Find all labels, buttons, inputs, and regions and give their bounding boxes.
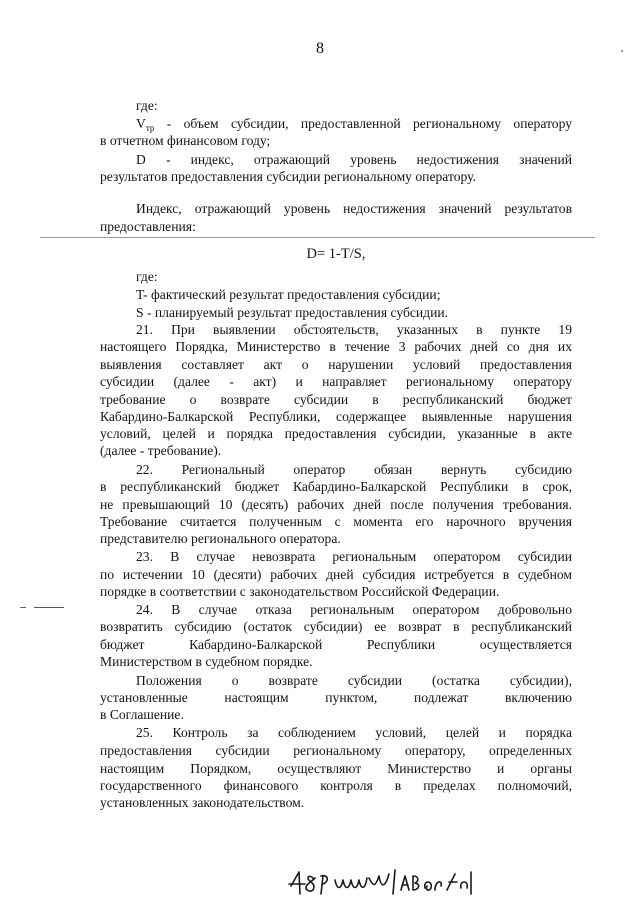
clause-23-line-2: по истечении 10 (десяти) рабочих дней субсидия истребуется в судебном (100, 567, 572, 582)
clause-25-line-4: государственного финансового контроля в пределах полномочий, (100, 778, 572, 793)
t-definition: T- фактический результат предоставления субсидии; (136, 287, 441, 302)
clause-21-line-5: требование о возврате субсидии в республиканский бюджет (100, 392, 572, 407)
clause-25-line-2: предоставления субсидии региональному оператору, определенных (100, 743, 572, 758)
clause-25-line-3: настоящим Порядком, осуществляют Министерство и органы (100, 761, 572, 776)
clause-22-line-2: в республиканский бюджет Кабардино-Балкарской Республики в срок, (100, 479, 572, 494)
clause-24-line-2: возвратить субсидию (остаток субсидии) ее возврат в республиканский (100, 619, 572, 634)
scan-dot (621, 50, 623, 52)
clause-21-line-8: (далее - требование). (100, 443, 222, 458)
scan-artifact-line (40, 237, 595, 238)
clause-21-line-6: Кабардино-Балкарской Республики, содержащее выявленные нарушения (100, 409, 572, 424)
clause-22-line-1: 22. Региональный оператор обязан вернуть субсидию (136, 462, 572, 477)
clause-21-line-3: выявления составляет акт о нарушении условий предоставления (100, 357, 572, 372)
d-definition-line-1: D - индекс, отражающий уровень недостижения значений (136, 152, 572, 167)
d-definition-line-2: результатов предоставления субсидии региональному оператору. (100, 169, 476, 184)
clause-24-extra-line-3: в Соглашение. (100, 707, 184, 722)
clause-22-line-3: не превышающий 10 (десять) рабочих дней после получения требования. (100, 497, 572, 512)
clause-21-line-4: субсидии (далее - акт) и направляет региональному оператору (100, 374, 572, 389)
formula: D= 1-T/S, (306, 246, 366, 262)
clause-21-line-2: настоящего Порядка, Министерство в течение 3 рабочих дней со дня их (100, 339, 572, 354)
where-label-2: где: (136, 269, 158, 284)
clause-24-line-1: 24. В случае отказа региональным оператором добровольно (136, 602, 572, 617)
clause-25-line-1: 25. Контроль за соблюдением условий, целей и порядка (136, 725, 572, 740)
clause-24-extra-line-1: Положения о возврате субсидии (остатка субсидии), (136, 673, 572, 688)
where-label-1: где: (136, 98, 158, 113)
clause-22-line-5: представителю регионального оператора. (100, 531, 341, 546)
clause-23-line-3: порядке в соответствии с законодательством Российской Федерации. (100, 584, 500, 599)
index-intro-line-2: предоставления: (100, 219, 196, 234)
scan-mark (34, 607, 64, 608)
clause-23-line-1: 23. В случае невозврата региональным оператором субсидии (136, 549, 572, 564)
clause-21-line-1: 21. При выявлении обстоятельств, указанных в пункте 19 (136, 322, 572, 337)
page-number: 8 (316, 40, 324, 57)
vtr-text: - объем субсидии, предоставленной региональному оператору (154, 116, 572, 131)
vtr-definition-line-1 (100, 115, 572, 132)
vtr-subscript: тр (145, 123, 155, 133)
s-definition: S - планируемый результат предоставления субсидии. (136, 305, 449, 320)
clause-24-extra-line-2: установленные настоящим пунктом, подлежат включению (100, 690, 572, 705)
clause-22-line-4: Требование считается полученным с момента его нарочного вручения (100, 514, 572, 529)
scan-mark (20, 607, 26, 608)
clause-25-line-5: установленных законодательством. (100, 795, 305, 810)
handwritten-signature (285, 864, 475, 904)
vtr-definition-line-2: в отчетном финансовом году; (100, 133, 271, 148)
clause-21-line-7: условий, целей и порядка предоставления субсидии, указанные в акте (100, 426, 572, 441)
clause-24-line-3: бюджет Кабардино-Балкарской Республики осуществляется (100, 637, 572, 652)
vtr-symbol: V (136, 116, 146, 131)
index-intro-line-1: Индекс, отражающий уровень недостижения значений результатов (136, 201, 572, 216)
clause-24-line-4: Министерством в судебном порядке. (100, 654, 313, 669)
